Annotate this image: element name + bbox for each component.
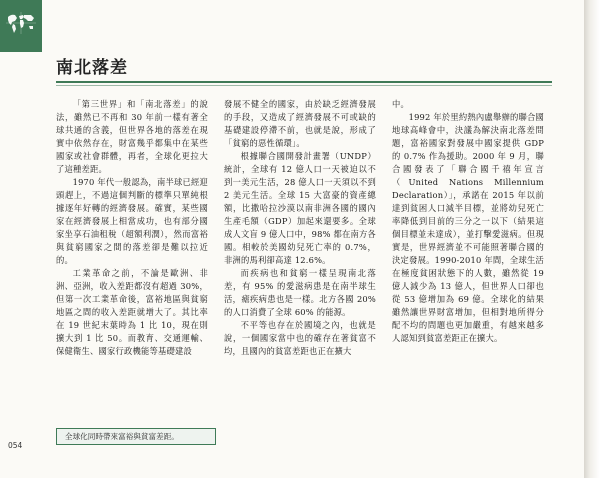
title-rule: [56, 81, 552, 83]
paragraph: 1992 年於里約熱內盧舉辦的聯合國地球高峰會中，決議為解決南北落差問題，富裕國家對發展中國家提供 GDP 的 0.7% 作為援助。2000 年 9 月，聯合國發表了「聯合國千禧年宣言（United Nations Millennium Declaration）」，承諾在 2015 年以前達到貧困人口減半目標，並將幼兒死亡率降低到目前的三分之一以下（結果這個目標並未達成），並打擊愛滋病。但現實是，世界經濟並不可能照著聯合國的決定發展。1990-2010 年間，全球生活在極度貧困狀態下的人數，雖然從 19 億人減少為 13 億人，但世界人口卻也從 53 億增加為 69 億。全球化的結果雖然讓世界財富增加，但相對地所得分配不均的問題也更加嚴重，有越來越多人認知到貧富差距正在擴大。: [392, 112, 544, 343]
text-column-1: [56, 98, 208, 358]
figure-caption: 全球化同時帶來富裕與貧富差距。: [56, 428, 216, 445]
page-number: 054: [8, 441, 23, 450]
section-tab: [0, 0, 42, 52]
paragraph: 「第三世界」和「南北落差」的說法，雖然已不再和 30 年前一樣有著全球共通的含義，但世界各地的落差在現實中依然存在，財富幾乎都集中在某些國家或社會群體，再者，全球化更拉大了這種差距。: [56, 99, 208, 174]
paragraph: 而疾病也和貧窮一樣呈現南北落差，有 95% 的愛滋病患是在南半球生活，瘧疾病患也是一樣。北方各國 20% 的人口消費了全球 60% 的能源。: [224, 268, 376, 317]
text-column-3: [392, 98, 544, 345]
paragraph: 工業革命之前，不論是歐洲、非洲、亞洲，收入差距都沒有超過 30%，但第一次工業革命後，富裕地區與貧窮地區之間的收入差距就增大了。其比率在 19 世紀末葉時為 1 比 10，現在則擴大到 1 比 50。而教育、交通運輸、保健衛生、國家行政機能等基礎建設: [56, 268, 208, 356]
paragraph: 根據聯合國開發計畫署（UNDP）統計，全球有 12 億人口一天被迫以不到一美元生活，28 億人口一天須以不到 2 美元生活。全球 15 大富豪的資產總額，比撒哈拉沙漠以南非洲各國的國內生產毛額（GDP）加起來還要多。全球成人文盲 9 億人口中，98% 都在南方各國。相較於美國幼兒死亡率的 0.7%，非洲的馬利卻高達 12.6%。: [224, 151, 376, 265]
paragraph: 1970 年代一般認為，南半球已經迎頭趕上，不過這個判斷的標準只單純根據逐年好轉的經濟發展。確實，某些國家在經濟發展上相當成功，也有部分國家坐享石油租稅（超額利潤），然而富裕與貧窮國家之間的落差卻是難以拉近的。: [56, 177, 208, 265]
page-title: 南北落差: [56, 58, 128, 78]
paragraph: 中。: [392, 99, 409, 109]
paragraph: 不平等也存在於國境之內，也就是說，一個國家當中也的確存在著貧富不均，且國內的貧富差距也正在擴大: [224, 320, 376, 356]
text-column-2: [224, 98, 376, 358]
title-rule-thin: [56, 85, 552, 86]
book-gutter: [584, 0, 600, 478]
paragraph: 發展不健全的國家，由於缺乏經濟發展的手段，又造成了經濟發展不可或缺的基礎建設停滯不前，也就是說，形成了「貧窮的惡性循環」。: [224, 99, 376, 148]
